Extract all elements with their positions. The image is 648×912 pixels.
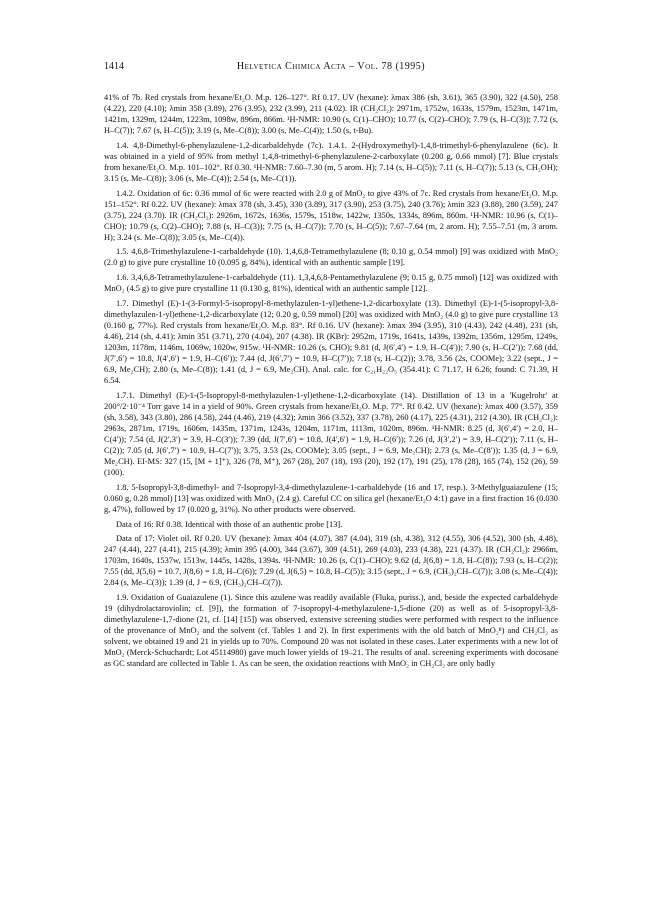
article-body xyxy=(104,92,558,673)
paragraph: 1.7. Dimethyl (E)-1-(3-Formyl-5-isopropyl-8-methylazulen-1-yl)ethene-1,2-dicarboxylate (13). Dimethyl (E)-1-(5-isopropyl-3,8-dimethylazulen-1-yl)ethene-1,2-dicarboxylate (12; 0.20 g, 0.59 mmol) [20] was oxidized with MnO₂ (4.0 g) to give pure crystalline 13 (0.160 g, 77%). Red crystals from hexane/Et₂O. M.p. 83°. Rf 0.16. UV (hexane): λmax 394 (3.95), 310 (4.43), 242 (4.48), 231 (sh, 4.46), 214 (sh, 4.41); λmin 351 (3.71), 270 (4.04), 207 (4.38). IR (KBr): 2952m, 1719s, 1641s, 1439s, 1392m, 1356m, 1295m, 1249s, 1203m, 1178m, 1146m, 1069w, 1020w, 915w. ¹H-NMR: 10.26 (s, CHO); 9.81 (d, J(6′,4′) = 1.9, H–C(4′)); 7.90 (s, H–C(2′)); 7.68 (dd, J(7′,6′) = 10.8, J(4′,6′) = 1.9, H–C(6′)); 7.44 (d, J(6′,7′) = 10.9, H–C(7′)); 7.18 (s, H–C(2)); 3.78, 3.56 (2s, COOMe); 3.22 (sept., J = 6.9, Me₂CH); 2.80 (s, Me–C(8)); 1.41 (d, J = 6.9, Me₂CH). Anal. calc. for C₂₁H₂₂O₅ (354.41): C 71.17, H 6.26; found: C 71.39, H 6.54. xyxy=(104,298,558,386)
paragraph: 1.5. 4,6,8-Trimethylazulene-1-carbaldehyde (10). 1,4,6,8-Tetramethylazulene (8; 0.10 g, 0.54 mmol) [9] was oxidized with MnO₂ (2.0 g) to give pure crystalline 10 (0.095 g, 84%), identical with an authentic sample [19]. xyxy=(104,247,558,268)
paragraph: 1.7.1. Dimethyl (E)-1-(5-Isopropyl-8-methylazulen-1-yl)ethene-1,2-dicarboxylate (14). Distillation of 13 in a 'Kugelrohr' at 200°/2·10⁻⁴ Torr gave 14 in a yield of 90%. Green crystals from hexane/Et₂O. M.p. 77°. Rf 0.42. UV (hexane): λmax 400 (3.57), 359 (sh, 3.58), 343 (3.80), 286 (4.58), 244 (4.46), 219 (4.32); λmin 366 (3.52), 337 (3.78), 260 (4.17), 225 (4.31), 212 (4.30). IR (CH₂Cl₂): 2963s, 2871m, 1719s, 1606m, 1435m, 1371m, 1243s, 1204m, 1171m, 1113m, 1020m, 896m. ¹H-NMR: 8.25 (d, J(6′,4′) = 2.0, H–C(4′)); 7.54 (d, J(2′,3′) = 3.9, H–C(3′)); 7.39 (dd, J(7′,6′) = 10.8, J(4′,6′) = 1.9, H–C(6′)); 7.26 (d, J(3′,2′) = 3.9, H–C(2′)); 7.11 (s, H–C(2)); 7.05 (d, J(6′,7′) = 10.9, H–C(7′)); 3.75, 3.53 (2s, COOMe); 3.05 (sept., J = 6.9, Me₂CH); 2.73 (s, Me–C(8′)); 1.35 (d, J = 6.9, Me₂CH). EI-MS: 327 (15, [M + 1]⁺), 326 (78, M⁺), 267 (28), 207 (18), 193 (20), 192 (17), 191 (25), 178 (28), 165 (74), 152 (26), 59 (100). xyxy=(104,390,558,478)
paragraph: 1.6. 3,4,6,8-Tetramethylazulene-1-carbaldehyde (11). 1,3,4,6,8-Pentamethylazulene (9; 0.15 g, 0.75 mmol) [12] was oxidized with MnO₂ (4.5 g) to give pure crystalline 11 (0.130 g, 81%), identical with an authentic sample [12]. xyxy=(104,272,558,294)
running-header xyxy=(104,60,558,74)
paragraph: Data of 17: Violet oil. Rf 0.20. UV (hexane): λmax 404 (4.07), 387 (4.04), 319 (sh, 4.38), 312 (4.55), 306 (4.52), 300 (sh, 4.48), 247 (4.44), 227 (4.41), 215 (4.39); λmin 395 (4.00), 344 (3.67), 309 (4.51), 269 (4.03), 233 (4.38), 221 (4.37). IR (CH₂Cl₂): 2966m, 1703m, 1640s, 1537w, 1513w, 1445s, 1428s, 1394s. ¹H-NMR: 10.26 (s, C(1)–CHO); 9.62 (d, J(6,8) = 1.8, H–C(8)); 7.93 (s, H–C(2)); 7.55 (dd, J(5,6) = 10.7, J(8,6) = 1.8, H–C(6)); 7.29 (d, J(6,5) = 10.8, H–C(5)); 3.15 (sept., J = 6.9, (CH₃)₂CH–C(7)); 3.08 (s, Me–C(4)); 2.84 (s, Me–C(3)); 1.39 (d, J = 6.9, (CH₃)₂CH–C(7)). xyxy=(104,533,558,588)
journal-volume: – Vol. 78 (1995) xyxy=(349,61,426,72)
paragraph: Data of 16: Rf 0.38. Identical with those of an authentic probe [13]. xyxy=(116,519,343,529)
page-number: 1414 xyxy=(104,61,124,72)
journal-name: Helvetica Chimica Acta xyxy=(236,61,347,72)
journal-title xyxy=(104,60,558,74)
paragraph: 1.9. Oxidation of Guaiazulene (1). Since this azulene was readily available (Fluka, puriss.), and, beside the expected carbaldehyde 19 (dihydrolactaroviolin; cf. [9]), the formation of 7-isopropyl-4-methylazulene-1,5-dione (20) as well as of 5-isopropyl-3,8-dimethylazulene-1,7-dione (21, cf. [14] [15]) was observed, extensive screening studies were performed with respect to the influence of the provenance of MnO₂ and the solvent (cf. Tables 1 and 2). In first experiments with the old batch of MnO₂⁸) and CH₂Cl₂ as solvent, we obtained 19 and 21 in yields up to 70%. Compound 20 was not isolated in these cases. Later experiments with a new lot of MnO₂ (Merck-Schuchardt; Lot 45114980) gave much lower yields of 19–21. The results of anal. screening experiments with docosane as GC standard are collected in Table 1. As can be seen, the oxidation reactions with MnO₂ in CH₂Cl₂ are only badly xyxy=(104,592,558,669)
paragraph: 1.8. 5-Isopropyl-3,8-dimethyl- and 7-Isopropyl-3,4-dimethylazulene-1-carbaldehyde (16 and 17, resp.). 3-Methylguaiazulene (15; 0.060 g, 0.28 mmol) [13] was oxidized with MnO₂ (2.4 g). Careful CC on silica gel (hexane/Et₂O 4:1) gave in a first fraction 16 (0.030 g, 47%), followed by 17 (0.020 g, 31%). No other products were observed. xyxy=(104,482,558,515)
paragraph: 1.4. 4,8-Dimethyl-6-phenylazulene-1,2-dicarbaldehyde (7c). 1.4.1. 2-(Hydroxymethyl)-1,4,8-trimethyl-6-phenylazulene (6c). It was obtained in a yield of 95% from methyl 1,4,8-trimethyl-6-phenylazulene-2-carboxylate (0.200 g, 0.66 mmol) [7]. Blue crystals from hexane/Et₂O. M.p. 101–102°. Rf 0.30. ¹H-NMR: 7.60–7.30 (m, 5 arom. H); 7.14 (s, H–C(5)); 7.11 (s, H–C(7)); 5.13 (s, CH₂OH); 3.15 (s, Me–C(8)); 3.06 (s, Me–C(4)); 2.54 (s, Me–C(1)). xyxy=(104,140,558,184)
paragraph: 41% of 7b. Red crystals from hexane/Et₂O. M.p. 126–127°. Rf 0.17. UV (hexane): λmax 386 (sh, 3.61), 365 (3.90), 322 (4.50), 258 (4.22), 220 (4.10); λmin 358 (3.89), 276 (3.95), 232 (3.99), 211 (4.02). IR (CH₂Cl₂): 2971m, 1752w, 1633s, 1579m, 1523m, 1471m, 1421m, 1329m, 1244m, 1223m, 1098w, 896m, 866m. ¹H-NMR: 10.90 (s, C(1)–CHO); 10.77 (s, C(2)–CHO); 7.79 (s, H–C(3)); 7.72 (s, H–C(7)); 7.67 (s, H–C(5)); 3.19 (s, Me–C(8)); 3.00 (s, Me–C(4)); 1.50 (s, t-Bu). xyxy=(104,93,558,136)
paragraph: 1.4.2. Oxidation of 6c: 0.36 mmol of 6c were reacted with 2.0 g of MnO₂ to give 43% of 7c. Red crystals from hexane/Et₂O. M.p. 151–152°. Rf 0.22. UV (hexane): λmax 378 (sh, 3.45), 330 (3.89), 317 (3.90), 253 (3.75), 240 (3.76); λmin 323 (3.88), 280 (3.59), 247 (3.75), 224 (3.70). IR (CH₂Cl₂): 2926m, 1672s, 1636s, 1579s, 1518w, 1422w, 1350s, 1334s, 896m, 860m. ¹H-NMR: 10.96 (s, C(1)–CHO); 10.79 (s, C(2)–CHO); 7.88 (s, H–C(3)); 7.75 (s, H–C(7)); 7.70 (s, H–C(5)); 7.67–7.64 (m, 2 arom. H); 7.55–7.51 (m, 3 arom. H); 3.24 (s. Me–C(8)); 3.05 (s, Me–C(4)). xyxy=(104,188,558,242)
